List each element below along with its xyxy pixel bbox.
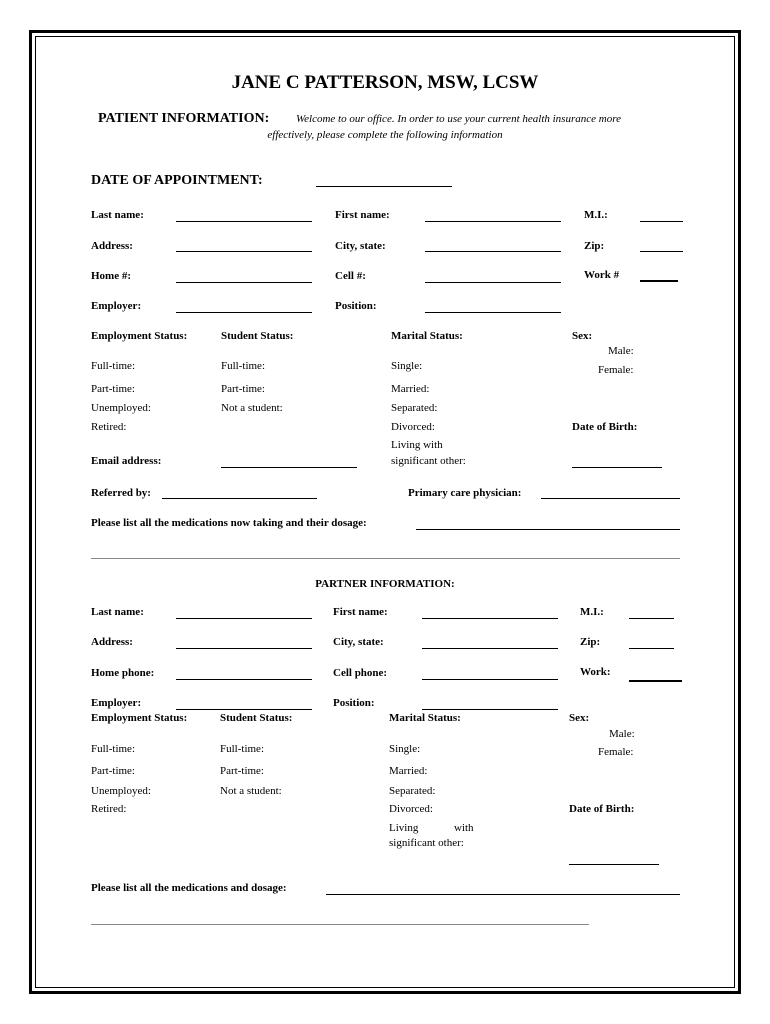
- partner-mi-field[interactable]: [629, 618, 674, 619]
- partner-home-phone-field[interactable]: [176, 679, 312, 680]
- partner-student-status-label: Student Status:: [220, 712, 293, 724]
- partner-work-label: Work:: [580, 666, 611, 678]
- partner-sex-label: Sex:: [569, 712, 590, 724]
- partner-cell-phone-label: Cell phone:: [333, 667, 388, 679]
- date-of-appointment-label: DATE OF APPOINTMENT:: [91, 173, 263, 188]
- intro-text-line2: effectively, please complete the following information: [267, 129, 503, 141]
- mi-label: M.I.:: [584, 209, 608, 221]
- partner-student-not-student-option[interactable]: Not a student:: [220, 785, 282, 797]
- partner-marital-divorced-option[interactable]: Divorced:: [389, 803, 433, 815]
- partner-marital-living-option-line1a[interactable]: Living: [389, 822, 419, 834]
- partner-sex-female-option[interactable]: Female:: [598, 746, 634, 758]
- medications-field-line2[interactable]: [91, 558, 680, 559]
- marital-divorced-option[interactable]: Divorced:: [391, 421, 435, 433]
- last-name-field[interactable]: [176, 221, 312, 222]
- sex-label: Sex:: [572, 330, 593, 342]
- employment-full-time-option[interactable]: Full-time:: [91, 360, 135, 372]
- partner-medications-field[interactable]: [326, 894, 680, 895]
- student-full-time-option[interactable]: Full-time:: [221, 360, 265, 372]
- student-part-time-option[interactable]: Part-time:: [221, 383, 265, 395]
- partner-medications-field-line2[interactable]: [91, 924, 589, 925]
- last-name-label: Last name:: [91, 209, 144, 221]
- position-field[interactable]: [425, 312, 561, 313]
- partner-medications-label: Please list all the medications and dosage:: [91, 882, 287, 894]
- city-state-label: City, state:: [335, 240, 386, 252]
- partner-home-phone-label: Home phone:: [91, 667, 155, 679]
- medications-label: Please list all the medications now taking and their dosage:: [91, 517, 367, 529]
- marital-separated-option[interactable]: Separated:: [391, 402, 438, 414]
- employer-field[interactable]: [176, 312, 312, 313]
- date-of-birth-label: Date of Birth:: [572, 421, 638, 433]
- partner-mi-label: M.I.:: [580, 606, 604, 618]
- partner-zip-field[interactable]: [629, 648, 674, 649]
- partner-date-of-birth-field[interactable]: [569, 864, 659, 865]
- student-not-student-option[interactable]: Not a student:: [221, 402, 283, 414]
- date-of-appointment-field[interactable]: [316, 186, 452, 187]
- email-field[interactable]: [221, 467, 357, 468]
- partner-address-field[interactable]: [176, 648, 312, 649]
- marital-living-option-line1[interactable]: Living with: [391, 439, 443, 451]
- sex-female-option[interactable]: Female:: [598, 364, 634, 376]
- partner-last-name-field[interactable]: [176, 618, 312, 619]
- partner-marital-separated-option[interactable]: Separated:: [389, 785, 436, 797]
- patient-info-label: PATIENT INFORMATION:: [98, 111, 270, 126]
- partner-employment-unemployed-option[interactable]: Unemployed:: [91, 785, 151, 797]
- zip-label: Zip:: [584, 240, 605, 252]
- employer-label: Employer:: [91, 300, 142, 312]
- work-phone-label: Work #: [584, 269, 620, 281]
- home-phone-label: Home #:: [91, 270, 132, 282]
- partner-employment-full-time-option[interactable]: Full-time:: [91, 743, 135, 755]
- employment-status-label: Employment Status:: [91, 330, 188, 342]
- partner-first-name-label: First name:: [333, 606, 388, 618]
- partner-work-field[interactable]: [629, 680, 682, 682]
- pcp-field[interactable]: [541, 498, 680, 499]
- partner-employer-field[interactable]: [176, 709, 312, 710]
- partner-employment-part-time-option[interactable]: Part-time:: [91, 765, 135, 777]
- partner-date-of-birth-label: Date of Birth:: [569, 803, 635, 815]
- partner-position-field[interactable]: [422, 709, 558, 710]
- partner-city-state-field[interactable]: [422, 648, 558, 649]
- partner-marital-living-option-line1b[interactable]: with: [454, 822, 474, 834]
- email-label: Email address:: [91, 455, 162, 467]
- marital-married-option[interactable]: Married:: [391, 383, 430, 395]
- partner-cell-phone-field[interactable]: [422, 679, 558, 680]
- referred-by-field[interactable]: [162, 498, 317, 499]
- pcp-label: Primary care physician:: [408, 487, 522, 499]
- zip-field[interactable]: [640, 251, 683, 252]
- partner-address-label: Address:: [91, 636, 133, 648]
- marital-living-option-line2[interactable]: significant other:: [391, 455, 466, 467]
- referred-by-label: Referred by:: [91, 487, 151, 499]
- first-name-label: First name:: [335, 209, 390, 221]
- partner-first-name-field[interactable]: [422, 618, 558, 619]
- partner-last-name-label: Last name:: [91, 606, 144, 618]
- employment-retired-option[interactable]: Retired:: [91, 421, 127, 433]
- partner-student-full-time-option[interactable]: Full-time:: [220, 743, 264, 755]
- partner-position-label: Position:: [333, 697, 375, 709]
- mi-field[interactable]: [640, 221, 683, 222]
- partner-info-heading: PARTNER INFORMATION:: [315, 578, 455, 590]
- medications-field[interactable]: [416, 529, 680, 530]
- page-title: JANE C PATTERSON, MSW, LCSW: [231, 72, 539, 93]
- partner-sex-male-option[interactable]: Male:: [609, 728, 635, 740]
- partner-student-part-time-option[interactable]: Part-time:: [220, 765, 264, 777]
- date-of-birth-field[interactable]: [572, 467, 662, 468]
- partner-marital-status-label: Marital Status:: [389, 712, 461, 724]
- partner-employment-retired-option[interactable]: Retired:: [91, 803, 127, 815]
- marital-status-label: Marital Status:: [391, 330, 463, 342]
- partner-marital-single-option[interactable]: Single:: [389, 743, 421, 755]
- partner-employer-label: Employer:: [91, 697, 142, 709]
- city-state-field[interactable]: [425, 251, 561, 252]
- position-label: Position:: [335, 300, 377, 312]
- partner-marital-married-option[interactable]: Married:: [389, 765, 428, 777]
- work-phone-field[interactable]: [640, 280, 678, 282]
- cell-phone-label: Cell #:: [335, 270, 366, 282]
- partner-employment-status-label: Employment Status:: [91, 712, 188, 724]
- sex-male-option[interactable]: Male:: [608, 345, 634, 357]
- address-label: Address:: [91, 240, 133, 252]
- address-field[interactable]: [176, 251, 312, 252]
- student-status-label: Student Status:: [221, 330, 294, 342]
- partner-marital-living-option-line2[interactable]: significant other:: [389, 837, 464, 849]
- cell-phone-field[interactable]: [425, 282, 561, 283]
- first-name-field[interactable]: [425, 221, 561, 222]
- home-phone-field[interactable]: [176, 282, 312, 283]
- employment-part-time-option[interactable]: Part-time:: [91, 383, 135, 395]
- employment-unemployed-option[interactable]: Unemployed:: [91, 402, 151, 414]
- partner-city-state-label: City, state:: [333, 636, 384, 648]
- marital-single-option[interactable]: Single:: [391, 360, 423, 372]
- intro-text-line1: Welcome to our office. In order to use your current health insurance more: [296, 113, 621, 125]
- partner-zip-label: Zip:: [580, 636, 601, 648]
